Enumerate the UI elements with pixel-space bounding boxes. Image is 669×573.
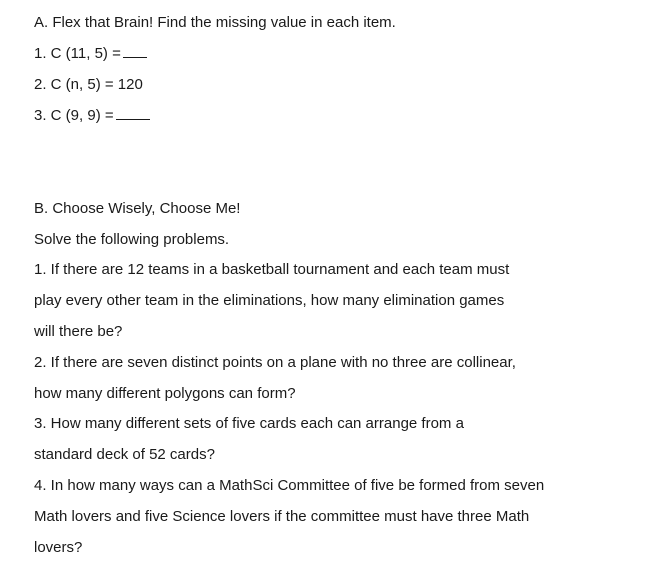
problem-line: how many different polygons can form? xyxy=(34,385,296,402)
item-text: 3. C (9, 9) = xyxy=(34,107,114,124)
problem-line: lovers? xyxy=(34,539,83,556)
problem-line: standard deck of 52 cards? xyxy=(34,446,215,463)
answer-blank xyxy=(123,45,147,58)
answer-blank xyxy=(116,107,150,120)
section-b-instruction: Solve the following problems. xyxy=(34,231,230,248)
section-a-item-3 xyxy=(34,107,150,125)
section-a-item-1 xyxy=(34,45,147,63)
item-text: 1. C (11, 5) = xyxy=(34,45,121,62)
problem-line: play every other team in the eliminations, how many elimination games xyxy=(34,292,505,309)
item-text: 2. C (n, 5) = 120 xyxy=(34,76,143,93)
section-a-item-2 xyxy=(34,76,143,94)
problem-line: 2. If there are seven distinct points on a plane with no three are collinear, xyxy=(34,354,516,371)
problem-line: 1. If there are 12 teams in a basketball tournament and each team must xyxy=(34,261,510,278)
problem-line: will there be? xyxy=(34,323,123,340)
problem-line: 4. In how many ways can a MathSci Committee of five be formed from seven xyxy=(34,477,545,494)
section-a-heading: A. Flex that Brain! Find the missing value in each item. xyxy=(34,14,396,31)
section-b-heading: B. Choose Wisely, Choose Me! xyxy=(34,200,241,217)
problem-line: 3. How many different sets of five cards each can arrange from a xyxy=(34,415,464,432)
problem-line: Math lovers and five Science lovers if the committee must have three Math xyxy=(34,508,530,525)
